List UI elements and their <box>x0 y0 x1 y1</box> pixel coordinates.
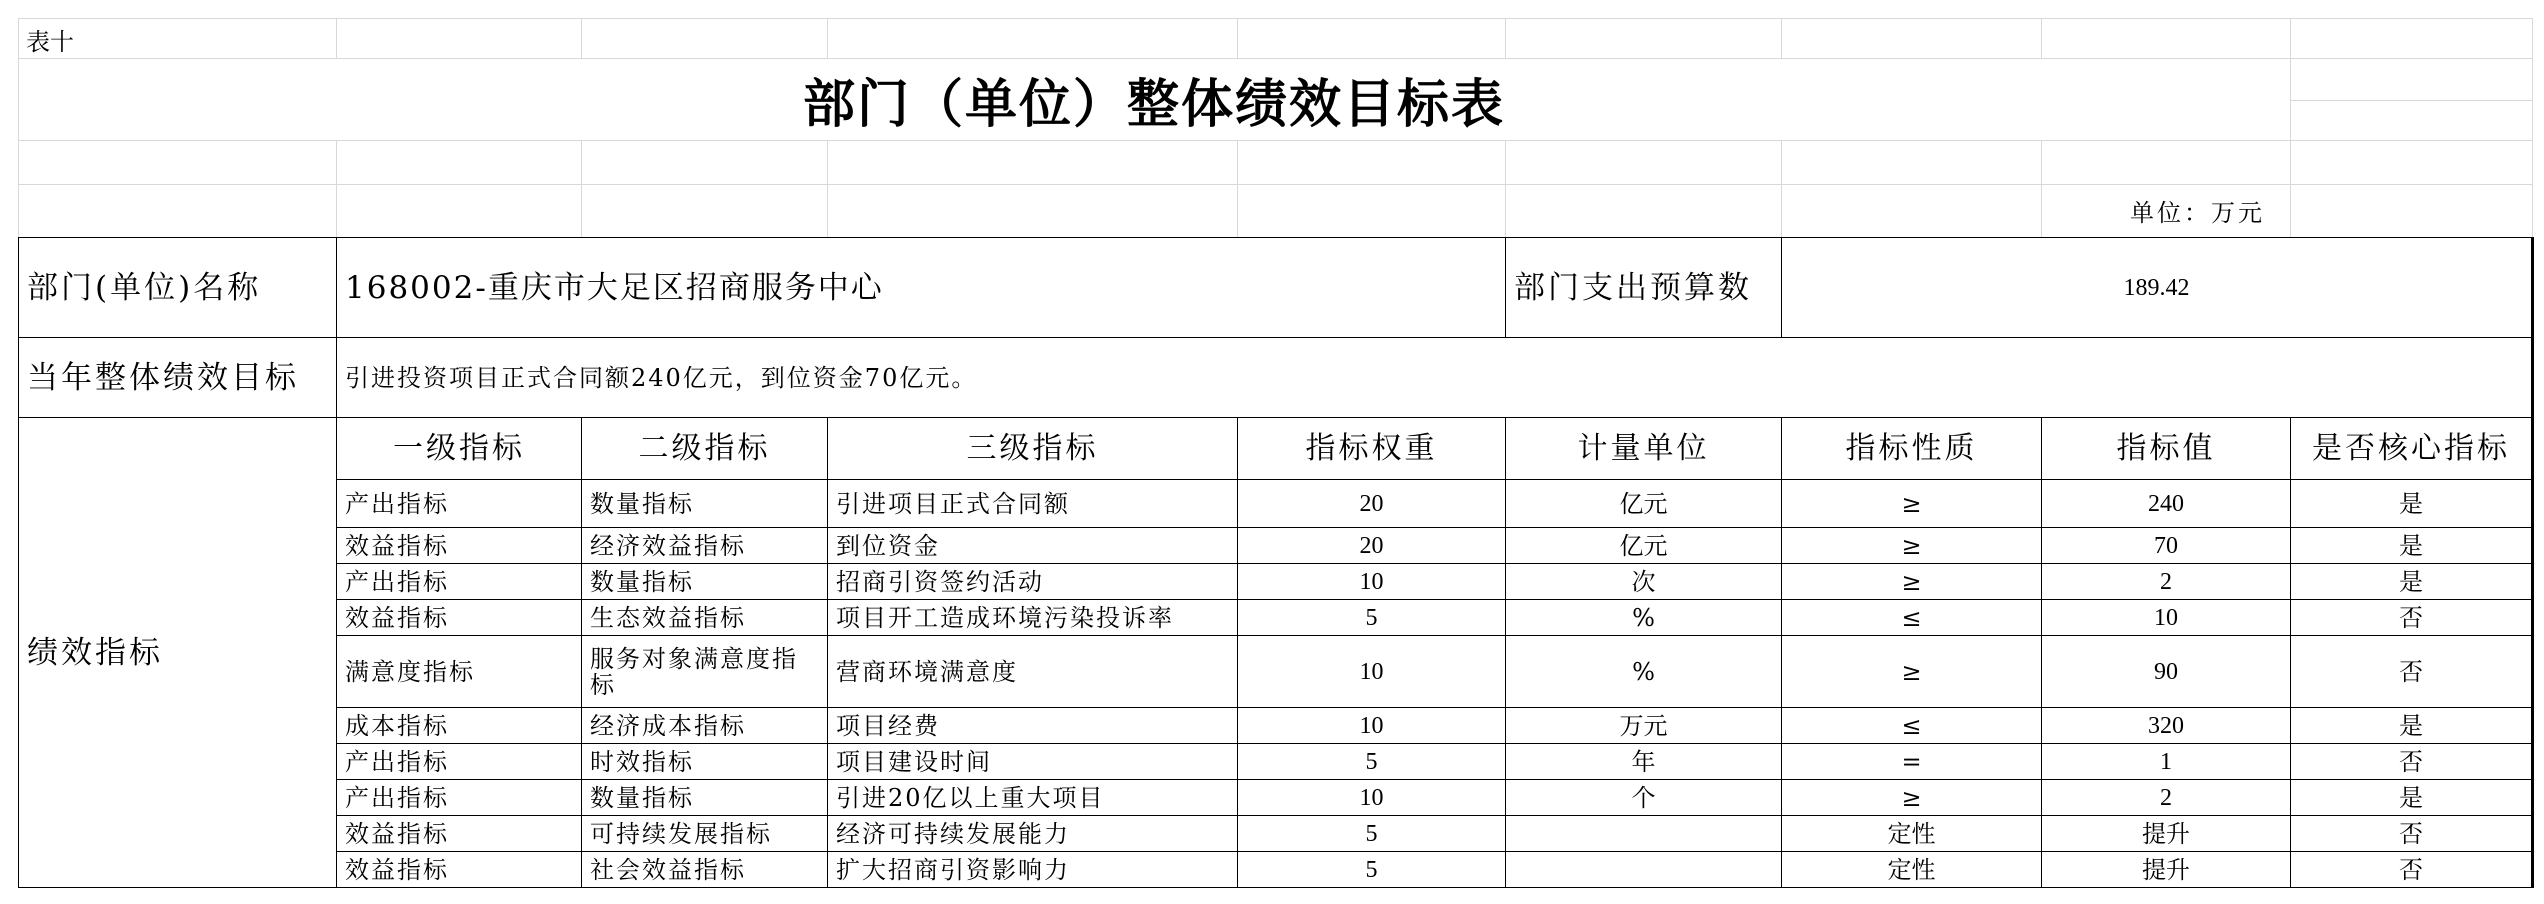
unit-cell: 万元 <box>1506 708 1782 744</box>
l1-cell: 成本指标 <box>337 708 582 744</box>
value-cell: 240 <box>2042 480 2291 528</box>
core-cell: 是 <box>2291 528 2533 564</box>
value-cell: 320 <box>2042 708 2291 744</box>
performance-target-table <box>18 237 2534 888</box>
core-cell: 否 <box>2291 852 2533 888</box>
nature-cell: = <box>1782 744 2042 780</box>
value-cell: 1 <box>2042 744 2291 780</box>
nature-cell: 定性 <box>1782 852 2042 888</box>
unit-cell: 个 <box>1506 780 1782 816</box>
l1-cell: 满意度指标 <box>337 636 582 708</box>
nature-cell: ≥ <box>1782 564 2042 600</box>
column-header: 二级指标 <box>582 418 828 480</box>
l2-cell: 时效指标 <box>582 744 828 780</box>
value-cell: 提升 <box>2042 852 2291 888</box>
column-header-row <box>19 418 2533 480</box>
l1-cell: 效益指标 <box>337 852 582 888</box>
budget-label: 部门支出预算数 <box>1506 238 1782 338</box>
nature-cell: ≥ <box>1782 780 2042 816</box>
grid-line <box>1781 140 1782 237</box>
core-cell: 否 <box>2291 600 2533 636</box>
column-header: 计量单位 <box>1506 418 1782 480</box>
dept-name-label: 部门(单位)名称 <box>19 238 337 338</box>
budget-value: 189.42 <box>1782 238 2533 338</box>
table-row <box>19 708 2533 744</box>
core-cell: 否 <box>2291 744 2533 780</box>
grid-line <box>1505 140 1506 237</box>
unit-cell: 年 <box>1506 744 1782 780</box>
weight-cell: 10 <box>1238 708 1506 744</box>
value-cell: 70 <box>2042 528 2291 564</box>
grid-line <box>18 18 2532 19</box>
weight-cell: 20 <box>1238 528 1506 564</box>
core-cell: 是 <box>2291 708 2533 744</box>
nature-cell: ≥ <box>1782 636 2042 708</box>
unit-label: 单位：万元 <box>2130 199 2265 227</box>
unit-cell: 亿元 <box>1506 528 1782 564</box>
grid-line <box>581 140 582 237</box>
l1-cell: 产出指标 <box>337 564 582 600</box>
weight-cell: 5 <box>1238 600 1506 636</box>
l1-cell: 效益指标 <box>337 816 582 852</box>
weight-cell: 20 <box>1238 480 1506 528</box>
grid-line <box>1237 18 1238 58</box>
core-cell: 否 <box>2291 636 2533 708</box>
grid-line <box>2290 18 2291 237</box>
unit-cell: 亿元 <box>1506 480 1782 528</box>
dept-name-value: 168002-重庆市大足区招商服务中心 <box>337 238 1506 338</box>
goal-label: 当年整体绩效目标 <box>19 338 337 418</box>
weight-cell: 5 <box>1238 852 1506 888</box>
l1-cell: 效益指标 <box>337 528 582 564</box>
nature-cell: ≥ <box>1782 480 2042 528</box>
grid-line <box>336 140 337 237</box>
column-header: 三级指标 <box>828 418 1238 480</box>
nature-cell: ≥ <box>1782 528 2042 564</box>
l3-cell: 营商环境满意度 <box>828 636 1238 708</box>
grid-line <box>1505 18 1506 58</box>
l3-cell: 项目建设时间 <box>828 744 1238 780</box>
l3-cell: 引进20亿以上重大项目 <box>828 780 1238 816</box>
unit-cell: % <box>1506 636 1782 708</box>
grid-line <box>1781 18 1782 58</box>
value-cell: 90 <box>2042 636 2291 708</box>
grid-line <box>2290 100 2532 101</box>
table-row <box>19 636 2533 708</box>
core-cell: 是 <box>2291 564 2533 600</box>
core-cell: 否 <box>2291 816 2533 852</box>
weight-cell: 5 <box>1238 744 1506 780</box>
value-cell: 10 <box>2042 600 2291 636</box>
grid-line <box>2041 140 2042 237</box>
l3-cell: 项目开工造成环境污染投诉率 <box>828 600 1238 636</box>
unit-cell: % <box>1506 600 1782 636</box>
l3-cell: 经济可持续发展能力 <box>828 816 1238 852</box>
unit-cell: 次 <box>1506 564 1782 600</box>
grid-line <box>336 18 337 58</box>
l2-cell: 社会效益指标 <box>582 852 828 888</box>
l2-cell: 数量指标 <box>582 564 828 600</box>
weight-cell: 10 <box>1238 636 1506 708</box>
l2-cell: 服务对象满意度指标 <box>582 636 828 708</box>
table-row <box>19 780 2533 816</box>
value-cell: 提升 <box>2042 816 2291 852</box>
l2-cell: 数量指标 <box>582 480 828 528</box>
table-row <box>19 744 2533 780</box>
table-row <box>19 528 2533 564</box>
grid-line <box>827 140 828 237</box>
unit-cell <box>1506 816 1782 852</box>
goal-value: 引进投资项目正式合同额240亿元，到位资金70亿元。 <box>337 338 2533 418</box>
grid-line <box>2532 18 2533 237</box>
table-row <box>19 480 2533 528</box>
grid-line <box>827 18 828 58</box>
nature-cell: 定性 <box>1782 816 2042 852</box>
l1-cell: 产出指标 <box>337 480 582 528</box>
l2-cell: 数量指标 <box>582 780 828 816</box>
l1-cell: 产出指标 <box>337 744 582 780</box>
l3-cell: 项目经费 <box>828 708 1238 744</box>
l1-cell: 效益指标 <box>337 600 582 636</box>
indicator-section-label: 绩效指标 <box>19 418 337 888</box>
nature-cell: ≤ <box>1782 708 2042 744</box>
l1-cell: 产出指标 <box>337 780 582 816</box>
core-cell: 是 <box>2291 780 2533 816</box>
table-row <box>19 564 2533 600</box>
grid-line <box>1237 140 1238 237</box>
column-header: 指标权重 <box>1238 418 1506 480</box>
unit-cell <box>1506 852 1782 888</box>
column-header: 是否核心指标 <box>2291 418 2533 480</box>
l2-cell: 可持续发展指标 <box>582 816 828 852</box>
weight-cell: 10 <box>1238 780 1506 816</box>
grid-line <box>18 58 2532 59</box>
l3-cell: 扩大招商引资影响力 <box>828 852 1238 888</box>
l2-cell: 经济效益指标 <box>582 528 828 564</box>
page-title: 部门（单位）整体绩效目标表 <box>802 74 1505 135</box>
nature-cell: ≤ <box>1782 600 2042 636</box>
goal-row <box>19 338 2533 418</box>
value-cell: 2 <box>2042 564 2291 600</box>
l3-cell: 引进项目正式合同额 <box>828 480 1238 528</box>
l2-cell: 经济成本指标 <box>582 708 828 744</box>
weight-cell: 5 <box>1238 816 1506 852</box>
column-header: 指标性质 <box>1782 418 2042 480</box>
grid-line <box>18 140 2532 141</box>
column-header: 指标值 <box>2042 418 2291 480</box>
grid-line <box>581 18 582 58</box>
weight-cell: 10 <box>1238 564 1506 600</box>
column-header: 一级指标 <box>337 418 582 480</box>
l2-cell: 生态效益指标 <box>582 600 828 636</box>
value-cell: 2 <box>2042 780 2291 816</box>
table-row <box>19 852 2533 888</box>
grid-line <box>18 184 2532 185</box>
core-cell: 是 <box>2291 480 2533 528</box>
l3-cell: 到位资金 <box>828 528 1238 564</box>
dept-row <box>19 238 2533 338</box>
table-row <box>19 600 2533 636</box>
sheet-tag: 表十 <box>26 28 74 56</box>
table-row <box>19 816 2533 852</box>
grid-line <box>2041 18 2042 58</box>
l3-cell: 招商引资签约活动 <box>828 564 1238 600</box>
